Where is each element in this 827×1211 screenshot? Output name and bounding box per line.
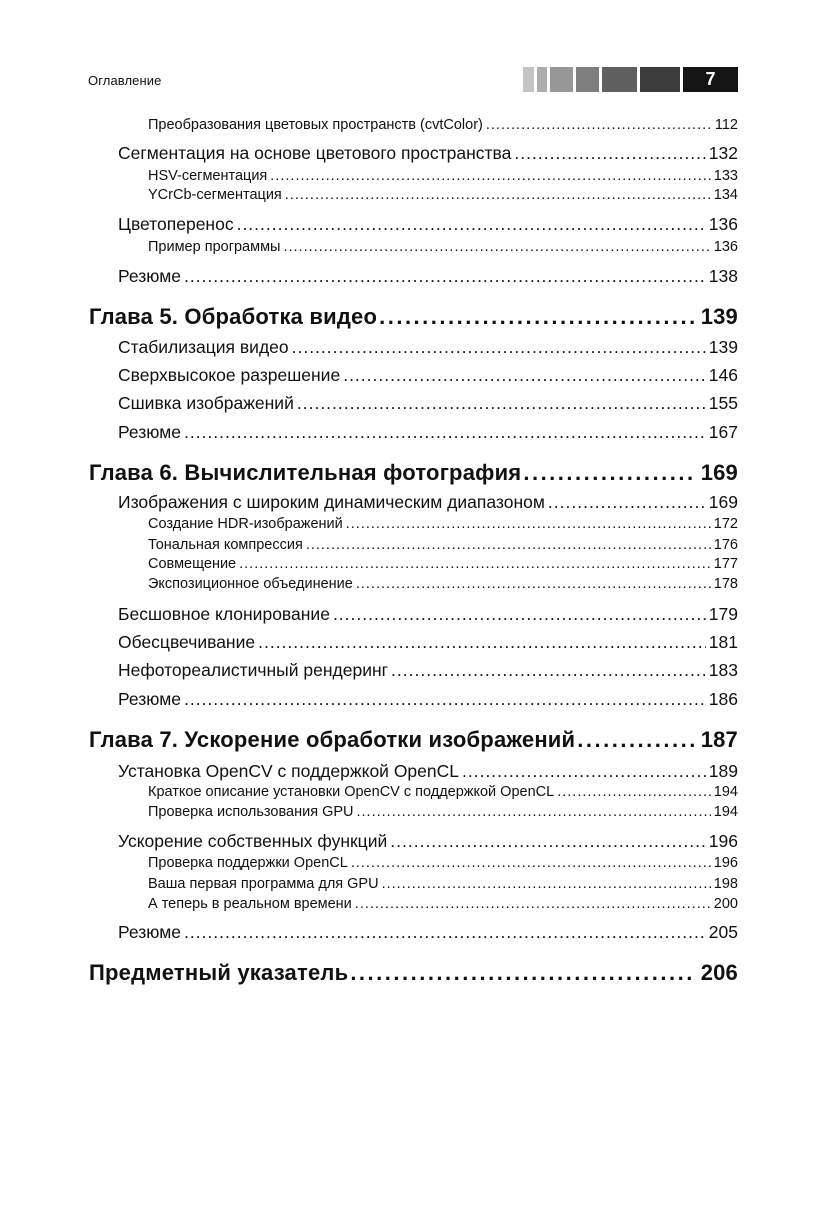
toc-dot-leader	[356, 576, 711, 592]
toc-entry-title: Проверка поддержки OpenCL	[148, 855, 348, 871]
toc-section-entry	[118, 922, 738, 943]
toc-entry-title: Установка OpenCV с поддержкой OpenCL	[118, 761, 459, 781]
toc-entry-page: 169	[708, 492, 738, 512]
header-bar-1	[523, 67, 534, 92]
toc-dot-leader	[184, 422, 706, 443]
toc-section-entry	[118, 143, 738, 164]
toc-entry-title: HSV-сегментация	[148, 168, 268, 184]
header-bar-4	[576, 67, 599, 92]
toc-entry-title: Изображения с широким динамическим диапазоном	[118, 492, 545, 512]
toc-section-entry	[118, 604, 738, 625]
toc-dot-leader	[297, 393, 706, 414]
toc-dot-leader	[270, 168, 711, 184]
toc-entry-title: Проверка использования GPU	[148, 804, 354, 820]
toc-entry-title: Резюме	[118, 689, 181, 709]
toc-entry-title: Сшивка изображений	[118, 393, 294, 413]
toc-entry-title: Создание HDR-изображений	[148, 516, 343, 532]
toc-subsection-entry	[148, 804, 738, 820]
toc-dot-leader	[548, 492, 706, 513]
toc-entry-page: 134	[713, 187, 738, 203]
toc-entry-page: 138	[708, 266, 738, 286]
toc-dot-leader	[237, 214, 706, 235]
toc-dot-leader	[355, 896, 711, 912]
toc-section-entry	[118, 214, 738, 235]
toc-dot-leader	[382, 876, 711, 892]
toc-dot-leader	[283, 239, 710, 255]
toc-entry-page: 136	[713, 239, 738, 255]
toc-chapter-entry	[89, 460, 738, 486]
toc-entry-title: Пример программы	[148, 239, 281, 255]
toc-dot-leader	[379, 304, 695, 330]
toc-subsection-entry	[148, 576, 738, 592]
toc-entry-page: 176	[713, 537, 738, 553]
toc-subsection-entry	[148, 556, 738, 572]
header-bar-3	[550, 67, 573, 92]
toc-entry-title: Резюме	[118, 422, 181, 442]
toc-section-entry	[118, 393, 738, 414]
toc-section-entry	[118, 337, 738, 358]
page-number-box: 7	[683, 67, 738, 92]
toc-dot-leader	[258, 632, 706, 653]
toc-subsection-entry	[148, 516, 738, 532]
toc-dot-leader	[390, 831, 706, 852]
toc-dot-leader	[184, 922, 706, 943]
toc-dot-leader	[184, 266, 706, 287]
toc-entry-page: 112	[714, 117, 738, 133]
toc-entry-title: Преобразования цветовых пространств (cvtColor)	[148, 117, 483, 133]
toc-entry-page: 177	[713, 556, 738, 572]
toc-dot-leader	[184, 689, 706, 710]
toc-dot-leader	[357, 804, 711, 820]
toc-entry-title: Тональная компрессия	[148, 537, 303, 553]
toc-entry-title: Сегментация на основе цветового пространства	[118, 143, 512, 163]
toc-entry-title: Сверхвысокое разрешение	[118, 365, 341, 385]
toc-entry-page: 167	[708, 422, 738, 442]
toc-dot-leader	[462, 761, 706, 782]
toc-dot-leader	[285, 187, 711, 203]
toc-entry-title: Глава 5. Обработка видео	[89, 304, 378, 329]
toc-section-entry	[118, 422, 738, 443]
toc-dot-leader	[391, 660, 706, 681]
toc-entry-page: 187	[700, 727, 738, 752]
toc-subsection-entry	[148, 876, 738, 892]
toc-dot-leader	[486, 117, 712, 133]
toc-entry-title: Бесшовное клонирование	[118, 604, 330, 624]
toc-entry-title: Цветоперенос	[118, 214, 234, 234]
toc-dot-leader	[292, 337, 706, 358]
toc-entry-title: YCrCb-сегментация	[148, 187, 282, 203]
toc-entry-page: 132	[708, 143, 738, 163]
toc-dot-leader	[557, 784, 711, 800]
toc-section-entry	[118, 831, 738, 852]
toc-entry-title: Ваша первая программа для GPU	[148, 876, 379, 892]
toc-entry-page: 200	[713, 896, 738, 912]
toc-entry-page: 198	[713, 876, 738, 892]
toc-entry-page: 183	[708, 660, 738, 680]
toc-dot-leader	[343, 365, 706, 386]
toc-entry-title: Резюме	[118, 266, 181, 286]
toc-dot-leader	[239, 556, 711, 572]
toc-subsection-entry	[148, 896, 738, 912]
toc-dot-leader	[346, 516, 711, 532]
toc-entry-page: 172	[713, 516, 738, 532]
toc-entry-page: 139	[708, 337, 738, 357]
toc-dot-leader	[514, 143, 705, 164]
toc-entry-title: Глава 6. Вычислительная фотография	[89, 460, 522, 485]
toc-entry-title: Предметный указатель	[89, 960, 349, 985]
toc-chapter-entry	[89, 727, 738, 753]
toc-dot-leader	[523, 460, 694, 486]
toc-entry-page: 155	[708, 393, 738, 413]
toc-chapter-entry	[89, 960, 738, 986]
toc-dot-leader	[333, 604, 706, 625]
toc-entry-page: 146	[708, 365, 738, 385]
toc-entry-page: 196	[713, 855, 738, 871]
toc-entry-title: Экспозиционное объединение	[148, 576, 353, 592]
toc-entry-title: Ускорение собственных функций	[118, 831, 388, 851]
toc-section-entry	[118, 365, 738, 386]
toc-entry-page: 205	[708, 922, 738, 942]
toc-section-entry	[118, 492, 738, 513]
toc-entry-title: Глава 7. Ускорение обработки изображений	[89, 727, 576, 752]
toc-entry-page: 194	[713, 804, 738, 820]
toc-entry-page: 186	[708, 689, 738, 709]
toc-entry-title: Краткое описание установки OpenCV с поддержкой OpenCL	[148, 784, 555, 800]
toc-entry-page: 206	[700, 960, 738, 985]
toc-entry-title: А теперь в реальном времени	[148, 896, 352, 912]
toc-dot-leader	[577, 727, 694, 753]
toc-entry-page: 169	[700, 460, 738, 485]
toc-entry-page: 189	[708, 761, 738, 781]
toc-dot-leader	[351, 855, 711, 871]
toc-entry-page: 136	[708, 214, 738, 234]
toc-entry-title: Обесцвечивание	[118, 632, 256, 652]
toc-subsection-entry	[148, 117, 738, 133]
toc-entry-title: Нефотореалистичный рендеринг	[118, 660, 389, 680]
toc-entry-page: 179	[708, 604, 738, 624]
toc-entry-title: Совмещение	[148, 556, 237, 572]
toc-entry-page: 196	[708, 831, 738, 851]
toc-subsection-entry	[148, 168, 738, 184]
toc-entry-page: 181	[708, 632, 738, 652]
toc-chapter-entry	[89, 304, 738, 330]
toc-dot-leader	[306, 537, 711, 553]
toc-entry-page: 133	[713, 168, 738, 184]
running-header-title: Оглавление	[88, 73, 162, 88]
toc-entry-page: 139	[700, 304, 738, 329]
toc-entry-page: 194	[713, 784, 738, 800]
toc-subsection-entry	[148, 187, 738, 203]
toc-subsection-entry	[148, 784, 738, 800]
toc-entry-title: Резюме	[118, 922, 181, 942]
toc-subsection-entry	[148, 537, 738, 553]
toc-section-entry	[118, 266, 738, 287]
header-bar-5	[602, 67, 637, 92]
toc-entry-page: 178	[713, 576, 738, 592]
toc-subsection-entry	[148, 239, 738, 255]
toc-section-entry	[118, 660, 738, 681]
toc-entry-title: Стабилизация видео	[118, 337, 289, 357]
toc-section-entry	[118, 689, 738, 710]
toc-section-entry	[118, 761, 738, 782]
toc-section-entry	[118, 632, 738, 653]
header-bar-2	[537, 67, 547, 92]
toc-subsection-entry	[148, 855, 738, 871]
toc-dot-leader	[350, 960, 694, 986]
header-bar-6	[640, 67, 680, 92]
